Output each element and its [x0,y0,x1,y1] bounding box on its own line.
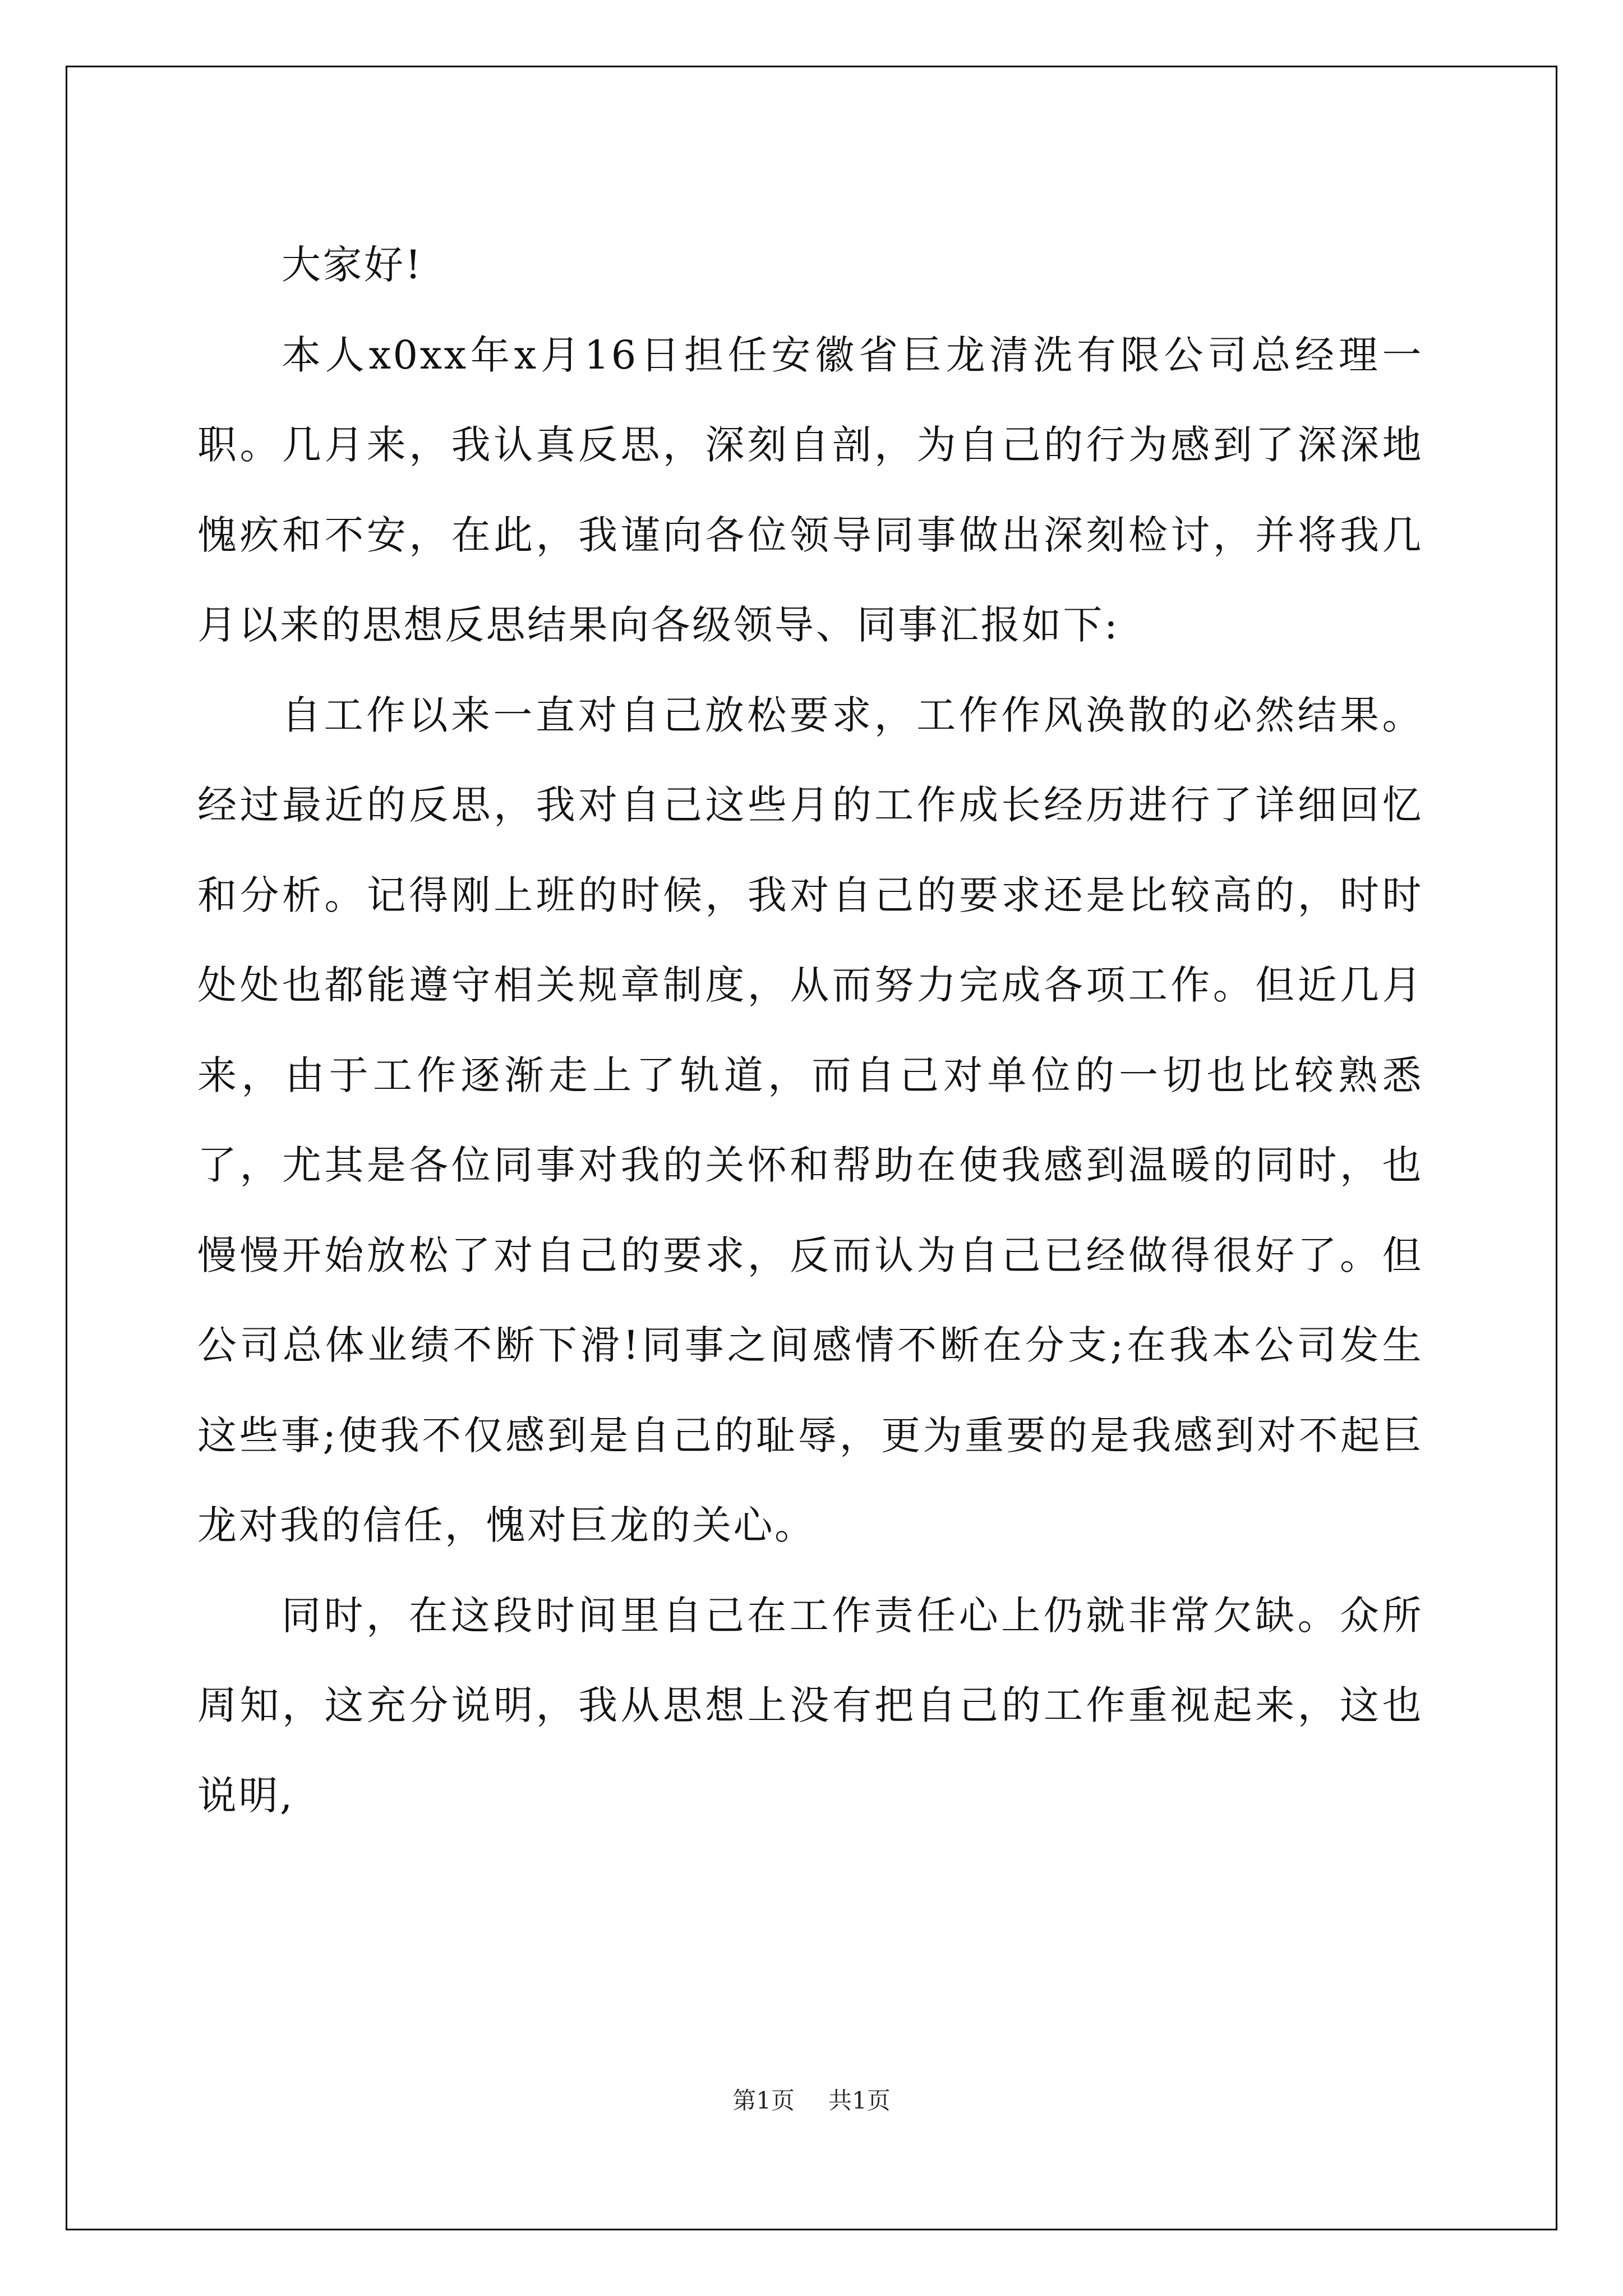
responsibility-paragraph: 同时，在这段时间里自己在工作责任心上仍就非常欠缺。众所周知，这充分说明，我从思想上没有把自己的工作重视起来，这也说明, [197,1592,1423,1819]
document-body [197,220,1423,1841]
intro-paragraph: 本人x0xx年x月16日担任安徽省巨龙清洗有限公司总经理一职。几月来，我认真反思，深刻自剖，为自己的行为感到了深深地愧疚和不安，在此，我谨向各位领导同事做出深刻检讨，并将我几月以来的思想反思结果向各级领导、同事汇报如下: [197,332,1423,648]
page-footer [0,2084,1623,2118]
greeting-paragraph: 大家好! [282,242,423,288]
page-total: 共1页 [828,2087,891,2114]
page-number: 第1页 [732,2087,795,2114]
reflection-paragraph: 自工作以来一直对自己放松要求，工作作风涣散的必然结果。经过最近的反思，我对自己这些月的工作成长经历进行了详细回忆和分析。记得刚上班的时候，我对自己的要求还是比较高的，时时处处也都能遵守相关规章制度，从而努力完成各项工作。但近几月来，由于工作逐渐走上了轨道，而自己对单位的一切也比较熟悉了，尤其是各位同事对我的关怀和帮助在使我感到温暖的同时，也慢慢开始放松了对自己的要求，反而认为自己已经做得很好了。但公司总体业绩不断下滑!同事之间感情不断在分支;在我本公司发生这些事;使我不仅感到是自己的耻辱，更为重要的是我感到对不起巨龙对我的信任，愧对巨龙的关心。 [197,692,1423,1548]
